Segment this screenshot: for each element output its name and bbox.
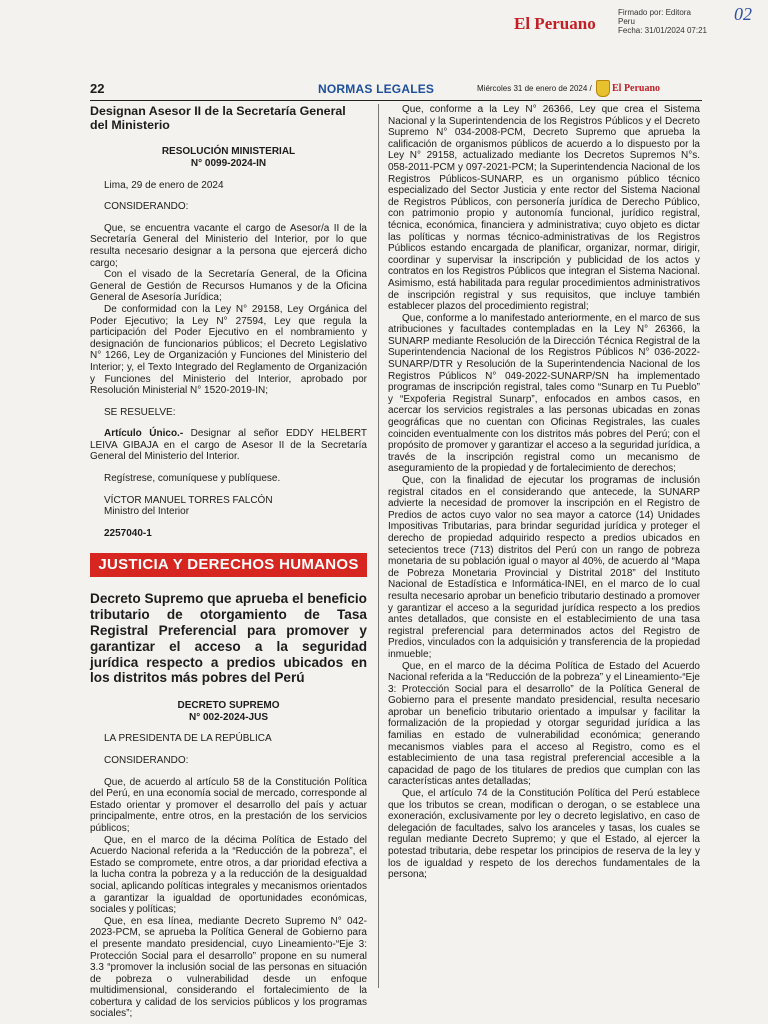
digital-signature-stamp: [514, 8, 754, 36]
paragraph: Con el visado de la Secretaría General, de la Oficina General de Gestión de Recursos Humanos y de la Oficina General de Asesoría Jurídica;: [90, 269, 367, 304]
article-unico: [90, 428, 367, 463]
article-label: Artículo Único.-: [104, 428, 184, 440]
place-date: Lima, 29 de enero de 2024: [104, 179, 224, 191]
paragraph: De conformidad con la Ley N° 29158, Ley Orgánica del Poder Ejecutivo; la Ley N° 27594, Ley que regula la participación del Poder Ejecutivo en el nombramiento y designación de funcionarios públicos; el Decreto Legislativo N° 1266, Ley de Organización y Funciones del Ministerio del Interior; y, el Texto Integrado del Reglamento de Organización y Funciones del Ministerio del Interior, aprobado por Resolución Ministerial N° 1520-2019-IN;: [90, 303, 367, 397]
paragraph: Que, conforme a la Ley N° 26366, Ley que crea el Sistema Nacional y la Superintendencia de los Registros Públicos y el Decreto Supremo N° 034-2008-PCM, Decreto Supremo que aprueba la calificación de organismos públicos de acuerdo a lo dispuesto por la Ley N° 29158, actualizado mediante los Decretos Supremos N°s. 058-2011-PCM y 097-2021-PCM; la Superintendencia Nacional de los Registros Públicos-SUNARP, es un organismo público técnico especializado del Sector Justicia y ente rector del Sistema Nacional de Registros Públicos, con personería jurídica de Derecho Público, con patrimonio propio y autonomía funcional, jurídico registral, técnica, económica, financiera y administrativa; cuyo objeto es dictar las políticas y normas técnico-administrativas de los Registros Públicos estando encargada de planificar, organizar, normar, dirigir, coordinar y supervisar la inscripción y publicidad de los actos y contratos en los Registros Públicos que integran el Sistema Nacional. Asimismo, está habilitada para regular procedimientos administrativos de inscripción registral y sus requisitos, que incluye también establecer plazos del procedimiento registral;: [388, 104, 700, 313]
issuer: LA PRESIDENTA DE LA REPÚBLICA: [104, 733, 272, 745]
column-divider: [378, 104, 379, 988]
decree-title: Decreto Supremo que aprueba el beneficio tributario de otorgamiento de Tasa Registral Preferencial para promover y garantizar el acceso a la seguridad jurídica respecto a predios ubicados en los distritos más pobres del Perú: [90, 591, 367, 686]
paragraph: Que, en el marco de la décima Política de Estado del Acuerdo Nacional referida a la “Reducción de la pobreza” y el Lineamiento-“Eje 3: Protección Social para el desarrollo” de la Política General de Gobierno para el presente mandato presidencial, resulta necesario aprobar un beneficio tributario orientado a impulsar y facilitar la formalización de la propiedad y otorgar seguridad jurídica a las familias en estado de vulnerabilidad económica; generando mecanismos viables para el acceso al Registro, como es el establecimiento de una tasa registral preferencial accesible a la capacidad de pago de los titulares de predios que cumplan con las características antes detalladas;: [388, 660, 700, 788]
signature-line: Fecha: 31/01/2024 07:21: [618, 26, 707, 35]
right-column: [388, 104, 700, 881]
decree-number: N° 002-2024-JUS: [188, 711, 269, 723]
paragraph: Que, se encuentra vacante el cargo de Asesor/a II de la Secretaría General del Ministerio del Interior, por lo que resulta necesario designar a la persona que ejercerá dicho cargo;: [90, 222, 367, 269]
page-header: [90, 80, 702, 101]
decree-label: DECRETO SUPREMO: [177, 700, 280, 712]
section-title: NORMAS LEGALES: [318, 82, 435, 96]
paragraph: Que, en el marco de la décima Política de Estado del Acuerdo Nacional referida a la “Reducción de la pobreza”, el Estado se compromete, entre otros, a dar prioridad efectiva a la lucha contra la pobreza y a la reducción de la desigualdad social, aplicando políticas integrales y mecanismos orientados a garantizar la igualdad de oportunidades económicas, sociales y políticas;: [90, 834, 367, 916]
document-code: 2257040-1: [104, 527, 152, 539]
left-column: [90, 104, 367, 1020]
el-peruano-logo: El Peruano: [514, 14, 596, 33]
resolution-number: N° 0099-2024-IN: [190, 158, 267, 169]
header-publication: El Peruano: [612, 83, 661, 94]
handwritten-page-mark: 02: [734, 4, 752, 24]
paragraph: Que, en esa línea, mediante Decreto Supremo N° 042-2023-PCM, se aprueba la Política General de Gobierno para el presente mandato presidencial, cuyo Lineamiento-“Eje 3: Protección Social para el desarrollo” propone en su numeral 3.3 “promover la inclusión social de las personas en situación de pobreza o vulnerabilidad desde un enfoque multidimensional, considerando el fortalecimiento de la cobertura y calidad de los servicios públicos y los programas sociales”;: [90, 915, 367, 1020]
considerando-heading: CONSIDERANDO:: [104, 201, 189, 213]
considerando-heading: CONSIDERANDO:: [104, 755, 189, 766]
section-band: JUSTICIA Y DERECHOS HUMANOS: [90, 553, 367, 577]
paragraph: Que, el artículo 74 de la Constitución Política del Perú establece que los tributos se crean, modifican o derogan, o se establece una exoneración, exclusivamente por ley o decreto legislativo, en caso de delegación de facultades, salvo los aranceles y tasas, los cuales se regulan mediante Decreto Supremo; y que el Estado, al ejercer la potestad tributaria, debe respetar los principios de reserva de la ley y los de igualdad y respeto de los derechos fundamentales de la persona;: [388, 788, 700, 881]
signature-line: Firmado por: Editora: [618, 8, 691, 17]
resolution-label: RESOLUCIÓN MINISTERIAL: [161, 146, 296, 158]
signature-line: Peru: [618, 17, 635, 26]
signer-name: VÍCTOR MANUEL TORRES FALCÓN: [104, 494, 273, 506]
closing-formula: Regístrese, comuníquese y publíquese.: [104, 473, 281, 485]
paragraph: Que, con la finalidad de ejecutar los programas de inclusión registral citados en el considerando que antecede, la SUNARP advierte la necesidad de promover la inscripción en el Registro de Predios de actos cuyo valor no sea mayor a catorce (14) Unidades Impositivas Tributarias, para brindar seguridad jurídica y proteger el derecho de propiedad adquirido respecto a predios ubicados en setecientos trece (713) distritos del Perú con un rango de pobreza monetaria de su población igual o mayor al 40%, de acuerdo al “Mapa de Pobreza Monetaria Provincial y Distrital 2018” del Instituto Nacional de Estadística e Informática-INEI, en el marco de lo cual resulta necesario aprobar un beneficio tributario destinado a promover y garantizar el acceso a la seguridad jurídica respecto a los predios antes detallados, que consiste en el establecimiento de una tasa registral preferencial para determinados actos del Registro de Predios, vinculados con la adquisición y transferencia de la propiedad inmueble;: [388, 475, 700, 660]
signer-title: Ministro del Interior: [104, 506, 190, 518]
header-date: Miércoles 31 de enero de 2024 /: [477, 84, 592, 93]
article-text: Designar al señor EDDY HELBERT LEIVA GIBAJA en el cargo de Asesor II de la Secretaría General del Ministerio del Interior.: [90, 428, 367, 463]
coat-of-arms-icon: [596, 80, 610, 97]
se-resuelve-heading: SE RESUELVE:: [104, 406, 176, 418]
signature-lines: [618, 8, 707, 35]
paragraph: Que, conforme a lo manifestado anteriormente, en el marco de sus atribuciones y facultades contempladas en la Ley N° 26366, la SUNARP mediante Resolución de la Dirección Técnica Registral de la Superintendencia Nacional de los Registros Públicos N° 036-2022-SUNARP/DTR y Resolución de la Superintendencia Nacional de los Registros Públicos N° 049-2022-SUNARP/SN ha implementado programas de inscripción registral, tales como “Sunarp en Tu Pueblo” y “Expoferia Registral Sunarp”, enfocados en ambos casos, en acercar los servicios registrales a las personas ubicadas en zonas geográficas que no cuentan con Oficinas Registrales, las cuales coinciden eventualmente con los distritos más pobres del Perú; con el propósito de promover y garantizar el acceso a la seguridad jurídica, a través de la inscripción registral como un mecanismo de aseguramiento de la propiedad y de fortalecimiento de derechos;: [388, 312, 700, 475]
paragraph: Que, de acuerdo al artículo 58 de la Constitución Política del Perú, en una economía social de mercado, corresponde al Estado orientar y promover el desarrollo del país y actuar principalmente, entre otros, en la prestación de los servicios públicos;: [90, 776, 367, 834]
page-number: 22: [90, 81, 105, 96]
article-title: Designan Asesor II de la Secretaría General del Ministerio: [90, 104, 346, 133]
